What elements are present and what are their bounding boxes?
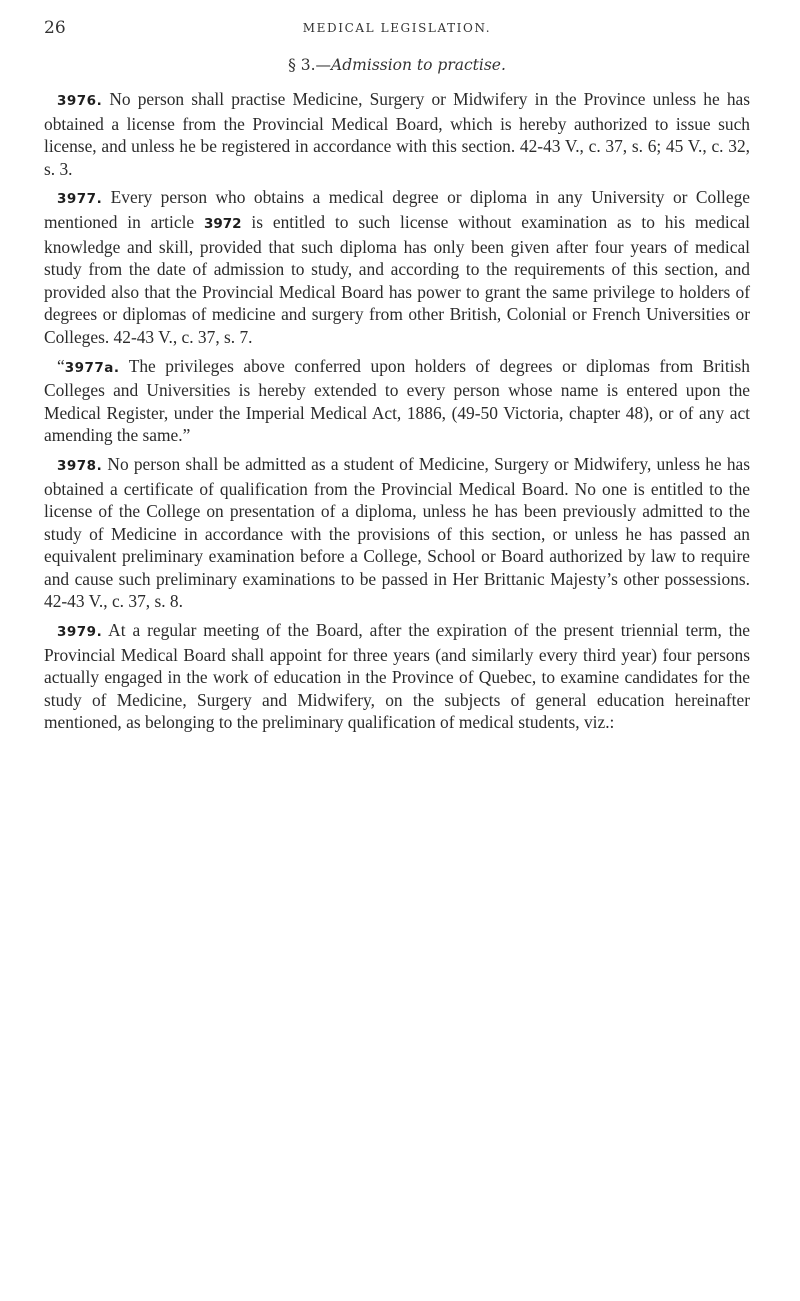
article-number: 3979. (57, 624, 103, 641)
article-text: At a regular meeting of the Board, after the expiration of the present triennial term, the Provincial Medical Board shall appoint for three years (and similarly every third year) four persons actually engaged in the work of education in the Province of Quebec, to examine candidates for the study of Medicine, Surgery and Midwifery, on the subjects of general education hereinafter mentioned, as belonging to the preliminary qualification of medical students, viz.: (44, 620, 750, 733)
running-title: MEDICAL LEGISLATION. (302, 21, 492, 35)
article-3979 (44, 619, 750, 734)
page-number: 26 (44, 18, 66, 38)
article-3977 (44, 186, 750, 348)
article-text: Every person who obtains a medical degree or diploma in any University or College mentioned in article (44, 187, 750, 232)
body-text (44, 88, 750, 734)
opening-quote: “ (57, 355, 65, 376)
article-reference: 3972 (203, 215, 242, 232)
article-number: 3978. (57, 457, 103, 474)
section-title: Admission to practise. (331, 56, 506, 74)
article-text: No person shall be admitted as a student of Medicine, Surgery or Midwifery, unless he has obtained a certificate of qualification from the Provincial Medical Board. No one is entitled to the license of the College on presentation of a diploma, unless he has been previously admitted to the study of Medicine in accordance with the provisions of this section, or unless he has passed an equivalent preliminary examination before a College, School or Board authorized by law to require and cause such preliminary examinations to be passed in Her Brittanic Majesty’s other possessions. 42-43 V., c. 37, s. 8. (44, 453, 750, 612)
article-text: No person shall practise Medicine, Surgery or Midwifery in the Province unless he has obtained a license from the Provincial Medical Board, which is hereby authorized to issue such license, and unless he be registered in accordance with this section. 42-43 V., c. 37, s. 6; 45 V., c. 32, s. 3. (44, 89, 750, 179)
document-page (44, 18, 750, 740)
article-3976 (44, 88, 750, 180)
article-number: 3977. (57, 191, 103, 208)
article-3977a (44, 355, 750, 447)
running-head (44, 18, 750, 42)
article-number: 3976. (57, 93, 103, 109)
article-number: 3977a. (64, 359, 120, 376)
section-heading (44, 56, 750, 74)
section-dash: — (315, 56, 332, 74)
section-number: § 3. (288, 56, 316, 74)
article-text-continued: is entitled to such license without examination as to his medical knowledge and skill, provided that such diploma has only been given after four years of medical study from the date of admission to study, and according to the requirements of this section, and provided also that the Provincial Medical Board has power to grant the same privilege to holders of degrees or diplomas of medicine and surgery from other British, Colonial or French Universities or Colleges. 42-43 V., c. 37, s. 7. (44, 211, 750, 347)
article-3978 (44, 453, 750, 613)
article-text: The privileges above conferred upon holders of degrees or diplomas from British Colleges and Universities is hereby extended to every person whose name is entered upon the Medical Register, under the Imperial Medical Act, 1886, (49-50 Victoria, chapter 48), or of any act amending the same.” (44, 355, 750, 446)
